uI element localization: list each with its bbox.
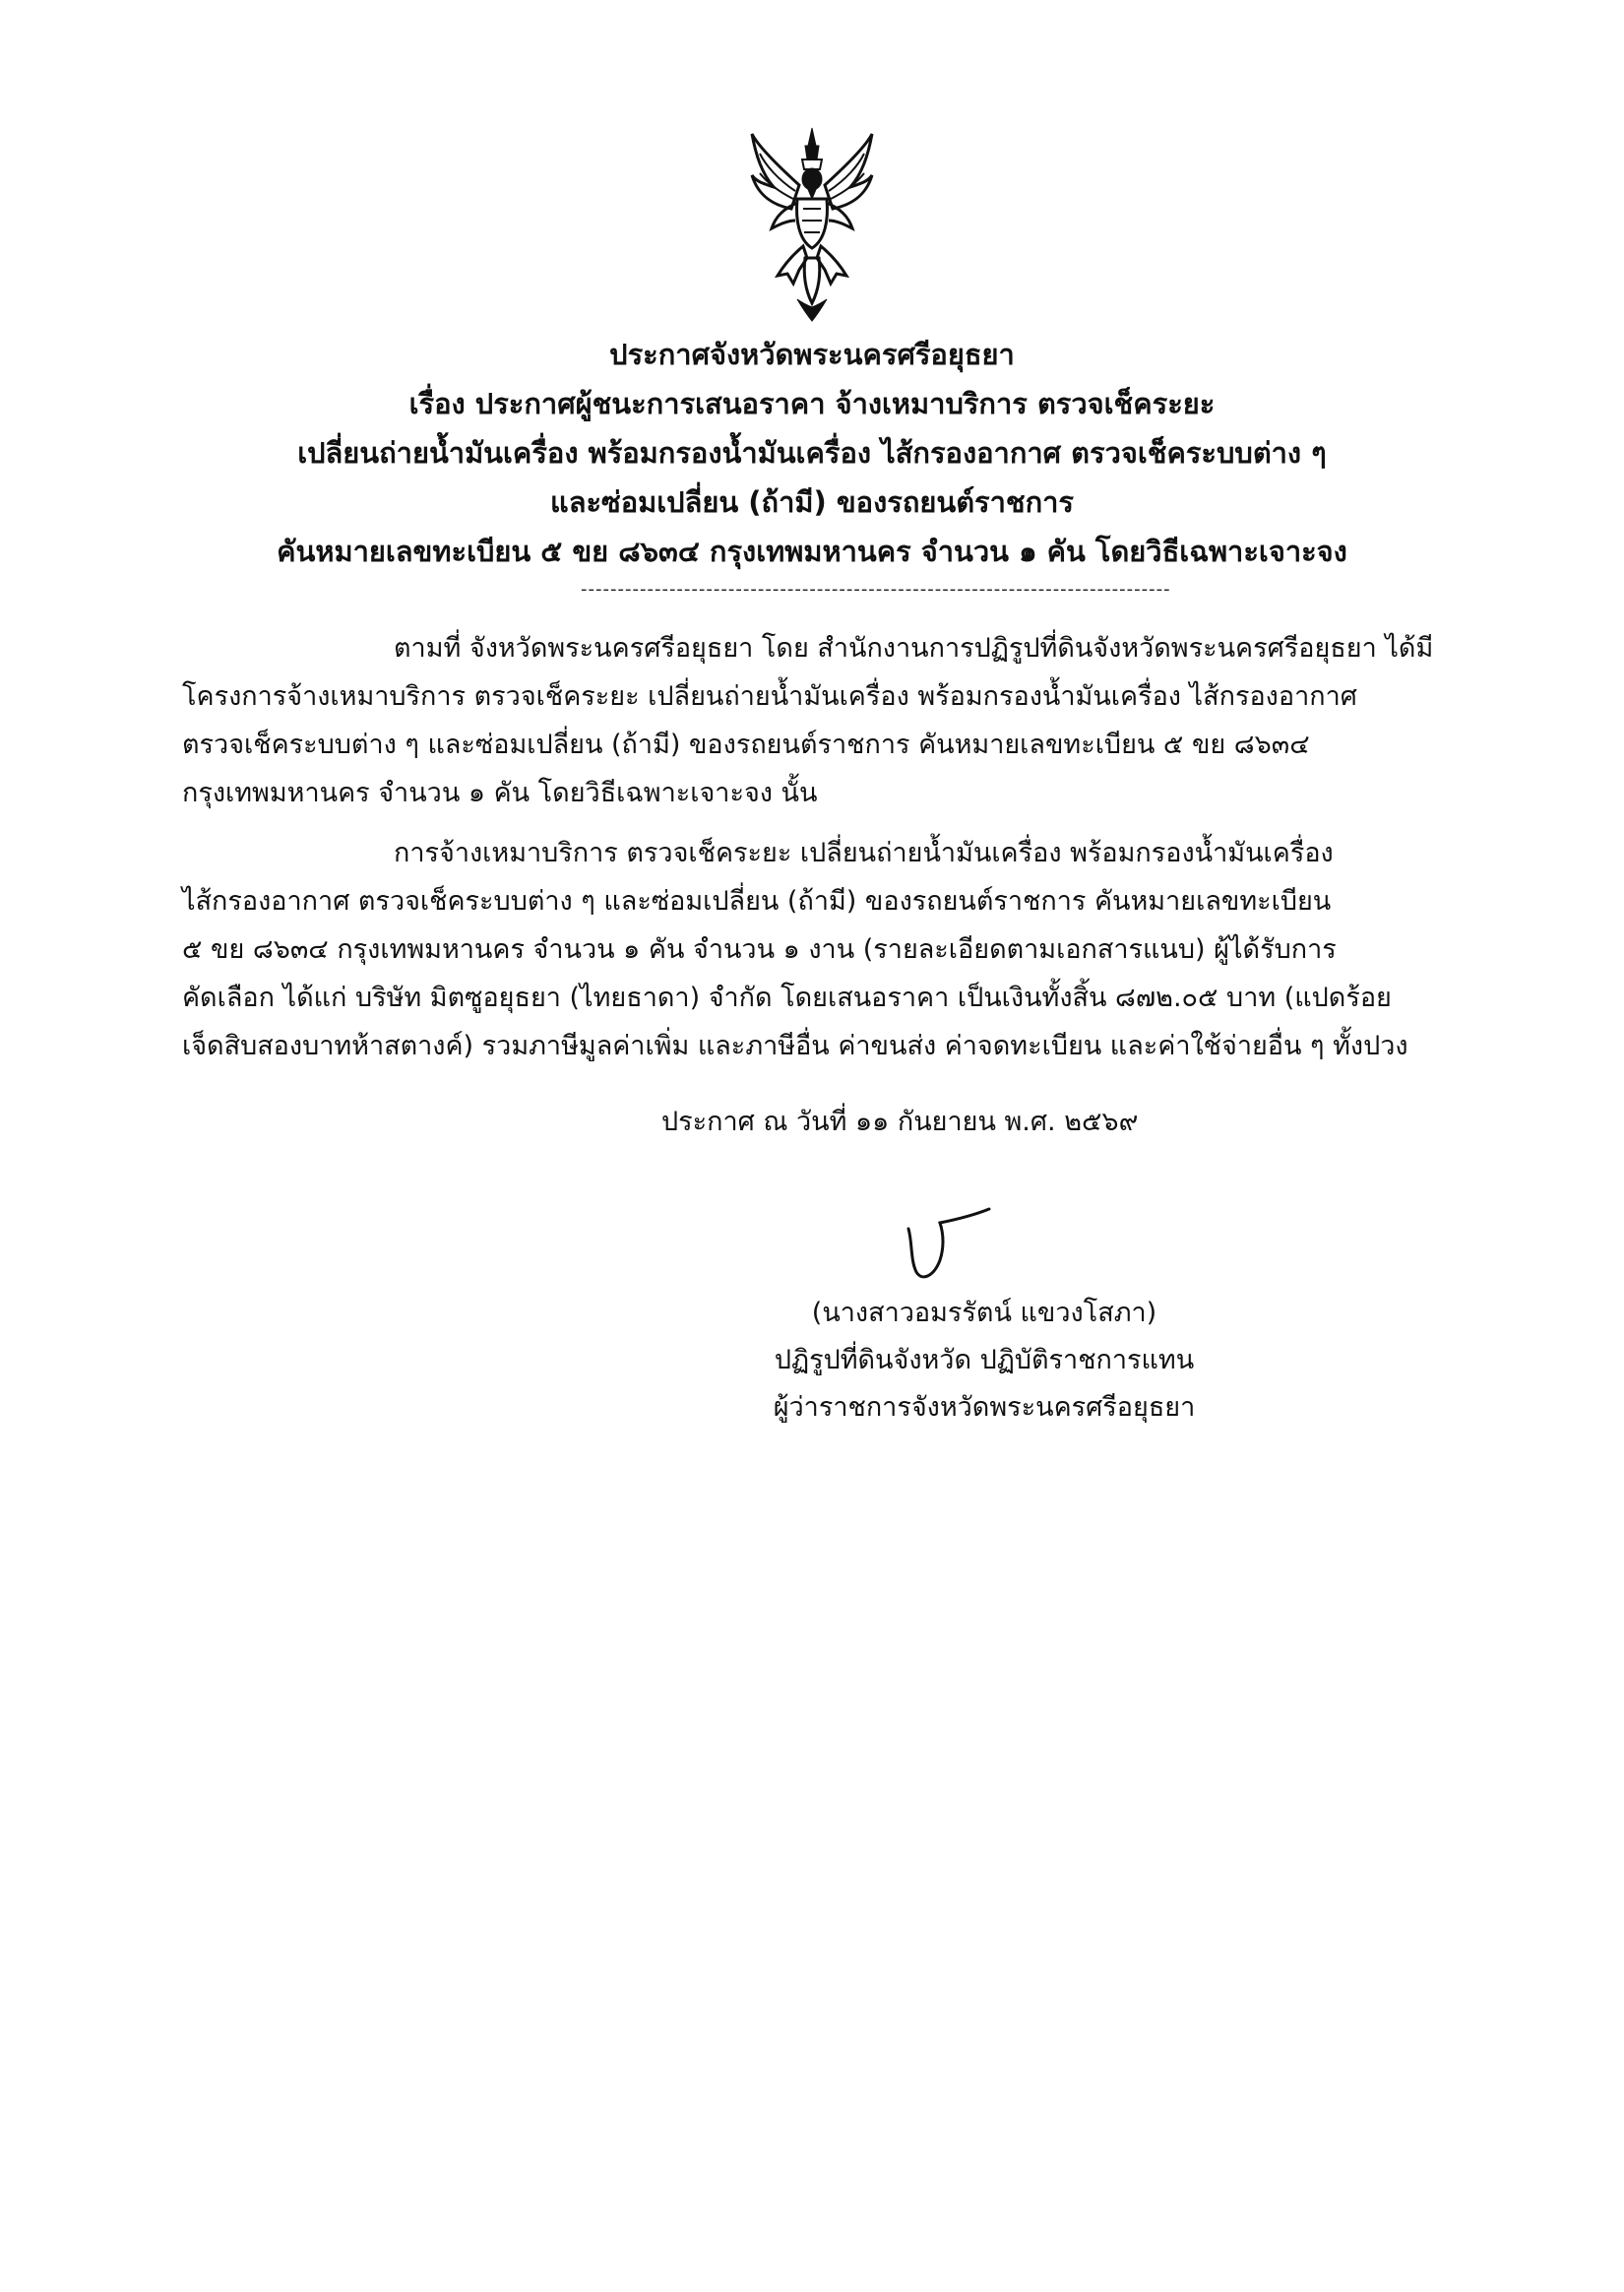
- header-title: ประกาศจังหวัดพระนครศรีอยุธยา: [609, 338, 1015, 371]
- header-subject-line-2: เปลี่ยนถ่ายน้ำมันเครื่อง พร้อมกรองน้ำมันเครื่อง ไส้กรองอากาศ ตรวจเช็คระบบต่าง ๆ: [297, 436, 1327, 470]
- paragraph-2-line-3: ๕ ขย ๘๖๓๔ กรุงเทพมหานคร จำนวน ๑ คัน จำนวน ๑ งาน (รายละเอียดตามเอกสารแนบ) ผู้ได้รับการ: [182, 934, 1337, 965]
- paragraph-1: [182, 624, 1447, 817]
- signatory-name: (นางสาวอมรรัตน์ แขวงโสภา): [811, 1298, 1157, 1328]
- header-subject-line-3: และซ่อมเปลี่ยน (ถ้ามี) ของรถยนต์ราชการ: [550, 485, 1074, 519]
- garuda-emblem-icon: [748, 126, 876, 323]
- paragraph-2: [182, 829, 1447, 1070]
- handwritten-signature-icon: [891, 1199, 999, 1288]
- paragraph-2-line-2: ไส้กรองอากาศ ตรวจเช็คระบบต่าง ๆ และซ่อมเปลี่ยน (ถ้ามี) ของรถยนต์ราชการ คันหมายเลขทะเบียน: [182, 886, 1332, 917]
- paragraph-2-line-4: คัดเลือก ได้แก่ บริษัท มิตซูอยุธยา (ไทยธาดา) จำกัด โดยเสนอราคา เป็นเงินทั้งสิ้น ๘๗๒.๐๕ บาท (แปดร้อย: [182, 983, 1392, 1013]
- announcement-date-block: [661, 1098, 1350, 1146]
- header-subject: เรื่อง ประกาศผู้ชนะการเสนอราคา จ้างเหมาบริการ ตรวจเช็คระยะ: [408, 387, 1216, 420]
- paragraph-1-line-2: โครงการจ้างเหมาบริการ ตรวจเช็คระยะ เปลี่ยนถ่ายน้ำมันเครื่อง พร้อมกรองน้ำมันเครื่อง ไส้กรองอากาศ: [182, 681, 1357, 712]
- paragraph-2-line-1: การจ้างเหมาบริการ ตรวจเช็คระยะ เปลี่ยนถ่ายน้ำมันเครื่อง พร้อมกรองน้ำมันเครื่อง: [394, 838, 1334, 868]
- signatory-position: ปฏิรูปที่ดินจังหวัด ปฏิบัติราชการแทน: [774, 1345, 1195, 1375]
- document-header: [236, 330, 1388, 576]
- paragraph-1-line-1: ตามที่ จังหวัดพระนครศรีอยุธยา โดย สำนักงานการปฏิรูปที่ดินจังหวัดพระนครศรีอยุธยา ได้มี: [394, 633, 1434, 664]
- signatory-on-behalf-of: ผู้ว่าราชการจังหวัดพระนครศรีอยุธยา: [773, 1392, 1196, 1423]
- announcement-date: ประกาศ ณ วันที่ ๑๑ กันยายน พ.ศ. ๒๕๖๙: [661, 1107, 1139, 1137]
- signatory-block: [689, 1290, 1280, 1432]
- header-subject-line-4: คันหมายเลขทะเบียน ๕ ขย ๘๖๓๔ กรุงเทพมหานคร จำนวน ๑ คัน โดยวิธีเฉพาะเจาะจง: [277, 535, 1347, 568]
- paragraph-2-line-5: เจ็ดสิบสองบาทห้าสตางค์) รวมภาษีมูลค่าเพิ่ม และภาษีอื่น ค่าขนส่ง ค่าจดทะเบียน และค่าใช้จ่ายอื่น ๆ ทั้งปวง: [182, 1031, 1408, 1061]
- header-divider: --------------------------------------------------------------------------------: [581, 579, 1171, 600]
- paragraph-1-line-4: กรุงเทพมหานคร จำนวน ๑ คัน โดยวิธีเฉพาะเจาะจง นั้น: [182, 778, 818, 808]
- paragraph-1-line-3: ตรวจเช็คระบบต่าง ๆ และซ่อมเปลี่ยน (ถ้ามี) ของรถยนต์ราชการ คันหมายเลขทะเบียน ๕ ขย ๘๖๓๔: [182, 730, 1310, 760]
